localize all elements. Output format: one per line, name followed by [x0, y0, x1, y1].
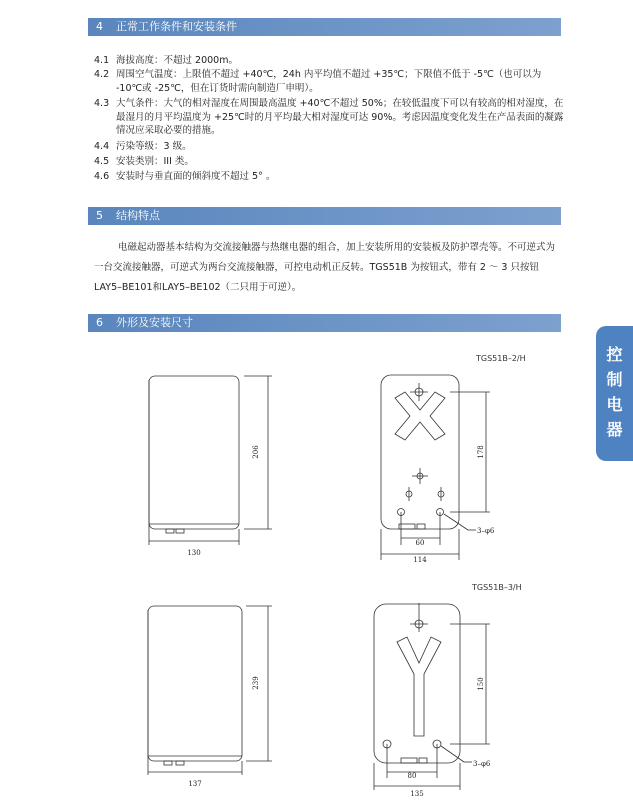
dim-mount-width-3h: 135: [410, 790, 424, 798]
dim-hole-spacing-3h: 80: [407, 772, 417, 780]
item-number: 4.4: [94, 141, 110, 152]
front-view-2h: [149, 376, 272, 545]
section-title: 外形及安装尺寸: [116, 316, 193, 329]
section-title: 正常工作条件和安装条件: [116, 20, 237, 33]
item-text: 周围空气温度：上限值不超过 +40℃，24h 内平均值不超过 +35℃；下限值不低于 -5℃（也可以为 -10℃或 -25℃，但在订货时需向制造厂申明）。: [116, 69, 542, 94]
dim-hole-spacing-2h: 60: [415, 539, 425, 547]
side-tab-char: 电: [606, 395, 623, 414]
side-tab-char: 控: [606, 345, 623, 364]
dim-holes-2h: 3–φ6: [477, 527, 495, 535]
item-text: 海拔高度：不超过 2000m。: [116, 55, 238, 66]
dim-front-width-2h: 130: [187, 549, 201, 557]
paragraph-text: 电磁起动器基本结构为交流接触器与热继电器的组合，加上安装所用的安装板及防护罩壳等。不可逆式为一台交流接触器，可逆式为两台交流接触器，可控电动机正反转。TGS51B 为按钮式，带有 2 ～ 3 只按钮 LAY5–BE101和LAY5–BE102（二只用于可逆）。: [94, 242, 556, 293]
section-number: 5: [96, 209, 103, 222]
side-tab-char: 器: [606, 420, 623, 439]
section-number: 6: [96, 316, 103, 329]
item-text: 安装类别：III 类。: [116, 156, 194, 167]
item-number: 4.2: [94, 69, 110, 80]
model-label-3h: TGS51B–3/H: [472, 583, 522, 592]
model-label-2h: TGS51B–2/H: [476, 354, 526, 363]
dim-front-width-3h: 137: [188, 780, 202, 788]
side-tab-char: 制: [606, 370, 623, 389]
item-text: 安装时与垂直面的倾斜度不超过 5° 。: [116, 171, 276, 182]
section-number: 4: [96, 20, 103, 33]
item-number: 4.1: [94, 55, 110, 66]
dim-mount-height-2h: 178: [477, 445, 485, 459]
dim-mount-width-2h: 114: [413, 556, 427, 564]
dim-front-height-3h: 239: [252, 676, 260, 690]
item-text: 污染等级：3 级。: [116, 141, 192, 152]
dim-front-height-2h: 206: [252, 445, 260, 459]
dim-mount-height-3h: 150: [477, 677, 485, 691]
item-number: 4.3: [94, 98, 110, 109]
item-number: 4.5: [94, 156, 110, 167]
section-title: 结构特点: [116, 209, 160, 222]
dim-holes-3h: 3–φ6: [473, 760, 491, 768]
item-number: 4.6: [94, 171, 110, 182]
mount-view-2h: [381, 375, 490, 560]
item-text: 大气条件：大气的相对湿度在周围最高温度 +40℃不超过 50%；在较低温度下可以有较高的相对湿度，在最湿月的月平均温度为 +25℃时的月平均最大相对湿度可达 90%。考虑因温度变化发生在产品表面的凝露情况应采取必要的措施。: [116, 98, 564, 136]
